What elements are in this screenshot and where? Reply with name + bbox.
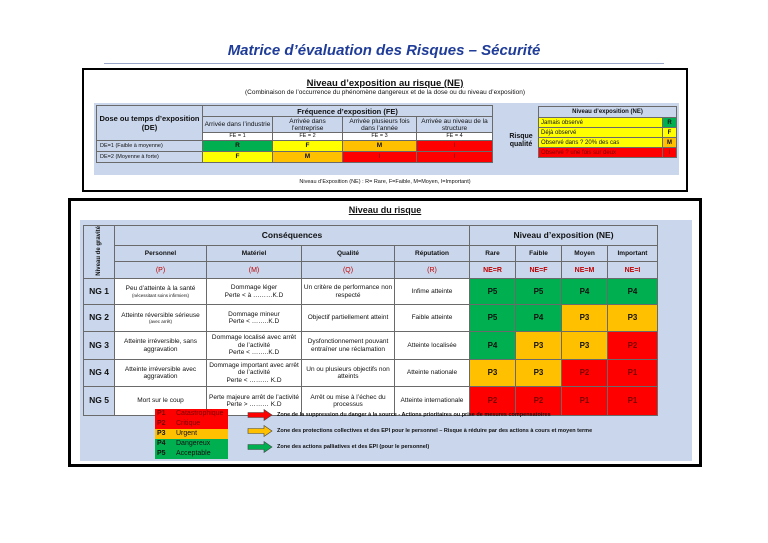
cons-materiel — [207, 305, 302, 332]
gravity-level: NG 3 — [84, 332, 115, 360]
cons-col-code — [302, 262, 395, 279]
cons-materiel — [207, 279, 302, 305]
cons-qualite: Un ou plusieurs objectifs non atteints — [302, 360, 395, 387]
exposure-panel — [94, 103, 679, 175]
page-title: Matrice d’évaluation des Risques – Sécurité — [227, 42, 541, 59]
priority-label: Urgent — [173, 429, 228, 439]
arrow-right-icon — [247, 409, 273, 421]
fe-value: FE = 3 — [343, 133, 417, 141]
cons-materiel-loss: Perte > ……… K.D — [226, 401, 282, 409]
cons-col-label: Qualité — [302, 245, 395, 262]
cons-materiel-text: Dommage localisé avec arrêt de l’activité — [211, 334, 297, 349]
cons-personnel — [115, 305, 207, 332]
zone-item — [247, 424, 592, 438]
risk-level-cell: P5 — [470, 305, 516, 332]
exposure-cell: I — [343, 151, 417, 162]
priority-legend — [155, 409, 245, 459]
cons-materiel-text: Dommage important avec arrêt de l’activité — [209, 361, 299, 377]
cons-materiel-loss: Perte < à ………K.D — [224, 291, 284, 299]
cons-qualite: Arrêt ou mise à l’échec du processus — [302, 387, 395, 416]
levels-header: Niveau d’exposition (NE) — [539, 107, 677, 118]
exposure-cell: I — [417, 151, 493, 162]
cons-personnel-note: (avec arrêt) — [148, 319, 172, 325]
cons-reputation: Infime atteinte — [395, 279, 470, 305]
cons-materiel-text: Dommage léger — [230, 284, 278, 292]
ne-col-label: Important — [608, 245, 658, 262]
exposure-box — [82, 68, 688, 192]
level-text: Observé dans ? 20% des cas — [539, 138, 663, 148]
cons-col-label: Personnel — [115, 245, 207, 262]
cons-col-label: Réputation — [395, 245, 470, 262]
ne-col-label: Moyen — [562, 245, 608, 262]
risk-level-cell: P1 — [608, 387, 658, 416]
cons-personnel-text: Atteinte réversible sérieuse — [121, 311, 200, 319]
risk-level-cell: P3 — [608, 305, 658, 332]
risk-level-cell: P5 — [516, 279, 562, 305]
risk-matrix — [83, 225, 658, 416]
priority-code: P4 — [155, 439, 173, 449]
level-text: Observé ? une fois sur deux — [539, 148, 663, 158]
cons-materiel — [207, 360, 302, 387]
risk-level-cell: P3 — [562, 305, 608, 332]
risk-level-cell: P3 — [470, 360, 516, 387]
risk-level-cell: P4 — [470, 332, 516, 360]
cons-materiel-loss: Perte < ……..K.D — [228, 318, 280, 326]
freq-col-label: Arrivée au niveau de la structure — [417, 117, 493, 133]
priority-item — [155, 419, 245, 429]
cons-personnel-text: Peu d’atteinte à la santé — [125, 285, 196, 293]
gravity-level: NG 4 — [84, 360, 115, 387]
risk-level-cell: P4 — [608, 279, 658, 305]
gravity-level: NG 5 — [84, 387, 115, 416]
risk-title: Niveau du risque — [348, 205, 422, 215]
fe-value: FE = 2 — [273, 133, 343, 141]
freq-col-label: Arrivée dans l’industrie — [203, 117, 273, 133]
cons-materiel-text: Perte majeure arrêt de l’activité — [209, 393, 299, 401]
arrow-right-icon — [247, 425, 273, 437]
cons-code: (P) — [155, 266, 166, 274]
cons-reputation: Atteinte nationale — [395, 360, 470, 387]
consequences-header: Conséquences — [115, 226, 470, 246]
zone-text: Zone des actions palliatives et des EPI (pour le personnel) — [277, 444, 430, 450]
cons-materiel-text: Dommage mineur — [228, 310, 280, 318]
freq-col-label: Arrivée plusieurs fois dans l’année — [343, 117, 417, 133]
priority-item — [155, 409, 245, 419]
cons-col-code — [207, 262, 302, 279]
level-code: I — [663, 148, 677, 158]
level-text: Déjà observé — [539, 128, 663, 138]
risk-level-cell: P2 — [470, 387, 516, 416]
cons-reputation: Faible atteinte — [395, 305, 470, 332]
ne-header: Niveau d’exposition (NE) — [470, 226, 658, 246]
exposure-cell: F — [203, 151, 273, 162]
title-divider — [104, 63, 664, 64]
level-code: R — [663, 118, 677, 128]
risk-level-cell: P1 — [562, 387, 608, 416]
risk-level-cell: P1 — [608, 360, 658, 387]
exposure-cell: I — [417, 140, 493, 151]
risk-level-cell: P4 — [562, 279, 608, 305]
exposure-cell: R — [203, 140, 273, 151]
exposure-subtitle: (Combinaison de l’occurrence du phénomène dangereux et de la dose ou du niveau d’exposition) — [244, 89, 526, 96]
level-code: M — [663, 138, 677, 148]
ne-col-code — [562, 262, 608, 279]
zone-list — [247, 408, 592, 456]
risk-quality-label: Risque qualité — [509, 133, 533, 148]
priority-code: P3 — [155, 429, 173, 439]
exposure-title: Niveau d’exposition au risque (NE) — [306, 78, 464, 89]
ne-col-code — [516, 262, 562, 279]
cons-personnel-note: (nécessitant soins infirmiers) — [131, 292, 190, 298]
priority-label: Acceptable — [173, 449, 228, 459]
cons-personnel — [115, 279, 207, 305]
gravity-level: NG 2 — [84, 305, 115, 332]
risk-level-cell: P4 — [516, 305, 562, 332]
zone-item — [247, 440, 592, 454]
ne-code: NE=I — [624, 266, 641, 274]
priority-item — [155, 439, 245, 449]
gravity-level: NG 1 — [84, 279, 115, 305]
cons-materiel-loss: Perte < ……..K.D — [228, 349, 280, 357]
cons-reputation: Atteinte localisée — [395, 332, 470, 360]
ne-col-label: Faible — [516, 245, 562, 262]
cons-qualite: Objectif partiellement atteint — [302, 305, 395, 332]
priority-code: P5 — [155, 449, 173, 459]
risk-level-cell: P2 — [562, 360, 608, 387]
exposure-cell: M — [343, 140, 417, 151]
cons-col-label: Matériel — [207, 245, 302, 262]
ne-col-code — [608, 262, 658, 279]
risk-level-cell: P3 — [516, 332, 562, 360]
fe-value: FE = 4 — [417, 133, 493, 141]
priority-label: Critique — [173, 419, 228, 429]
risk-level-cell: P2 — [516, 387, 562, 416]
ne-code: NE=M — [574, 266, 595, 274]
risk-box — [68, 198, 702, 467]
exposure-cell: M — [273, 151, 343, 162]
dose-row-label: DE=2 (Moyenne à forte) — [97, 151, 203, 162]
ne-code: NE=R — [483, 266, 502, 274]
level-text: Jamais observé — [539, 118, 663, 128]
priority-code: P1 — [155, 409, 173, 419]
cons-personnel: Atteinte irréversible, sans aggravation — [115, 332, 207, 360]
cons-code: (M) — [248, 266, 260, 274]
cons-col-code — [115, 262, 207, 279]
cons-reputation: Atteinte internationale — [395, 387, 470, 416]
zone-text: Zone de la suppression du danger à la source - Actions prioritaires ou prise de mesures compensatoires — [277, 412, 551, 418]
cons-qualite: Un critère de performance non respecté — [302, 279, 395, 305]
cons-personnel: Atteinte irréversible avec aggravation — [115, 360, 207, 387]
ne-col-code — [470, 262, 516, 279]
fe-value: FE = 1 — [203, 133, 273, 141]
risk-level-cell: P5 — [470, 279, 516, 305]
cons-materiel — [207, 332, 302, 360]
freq-col-label: Arrivée dans l’entreprise — [273, 117, 343, 133]
risk-level-cell: P3 — [516, 360, 562, 387]
cons-col-code — [395, 262, 470, 279]
exposure-matrix — [96, 105, 493, 163]
gravity-header — [84, 226, 115, 279]
exposure-cell: F — [273, 140, 343, 151]
cons-personnel: Mort sur le coup — [115, 387, 207, 416]
freq-header: Fréquence d’exposition (FE) — [203, 106, 493, 117]
exposure-legend: Niveau d’Exposition (NE) : R= Rare, F=Faible, M=Moyen, I=Important) — [299, 179, 471, 185]
cons-code: (R) — [427, 266, 437, 274]
priority-item — [155, 429, 245, 439]
risk-level-cell: P3 — [562, 332, 608, 360]
ne-code: NE=F — [529, 266, 548, 274]
risk-level-cell: P2 — [608, 332, 658, 360]
cons-code: (Q) — [342, 266, 354, 274]
cons-qualite: Dysfonctionnement pouvant entraîner une réclamation — [302, 332, 395, 360]
ne-col-label: Rare — [470, 245, 516, 262]
dose-header: Dose ou temps d’exposition (DE) — [97, 106, 203, 141]
priority-label: Catastrophique — [173, 409, 228, 419]
gravity-header-text: Niveau de gravité — [95, 226, 102, 276]
arrow-right-icon — [247, 441, 273, 453]
zone-item — [247, 408, 592, 422]
priority-code: P2 — [155, 419, 173, 429]
priority-label: Dangereux — [173, 439, 228, 449]
level-code: F — [663, 128, 677, 138]
zone-text: Zone des protections collectives et des EPI pour le personnel – Risque à réduire par des actions à cours et moyen terme — [277, 428, 593, 434]
priority-item — [155, 449, 245, 459]
exposure-levels-table — [538, 106, 677, 158]
cons-materiel-loss: Perte < ……… K.D — [226, 376, 282, 384]
dose-row-label: DE=1 (Faible à moyenne) — [97, 140, 203, 151]
